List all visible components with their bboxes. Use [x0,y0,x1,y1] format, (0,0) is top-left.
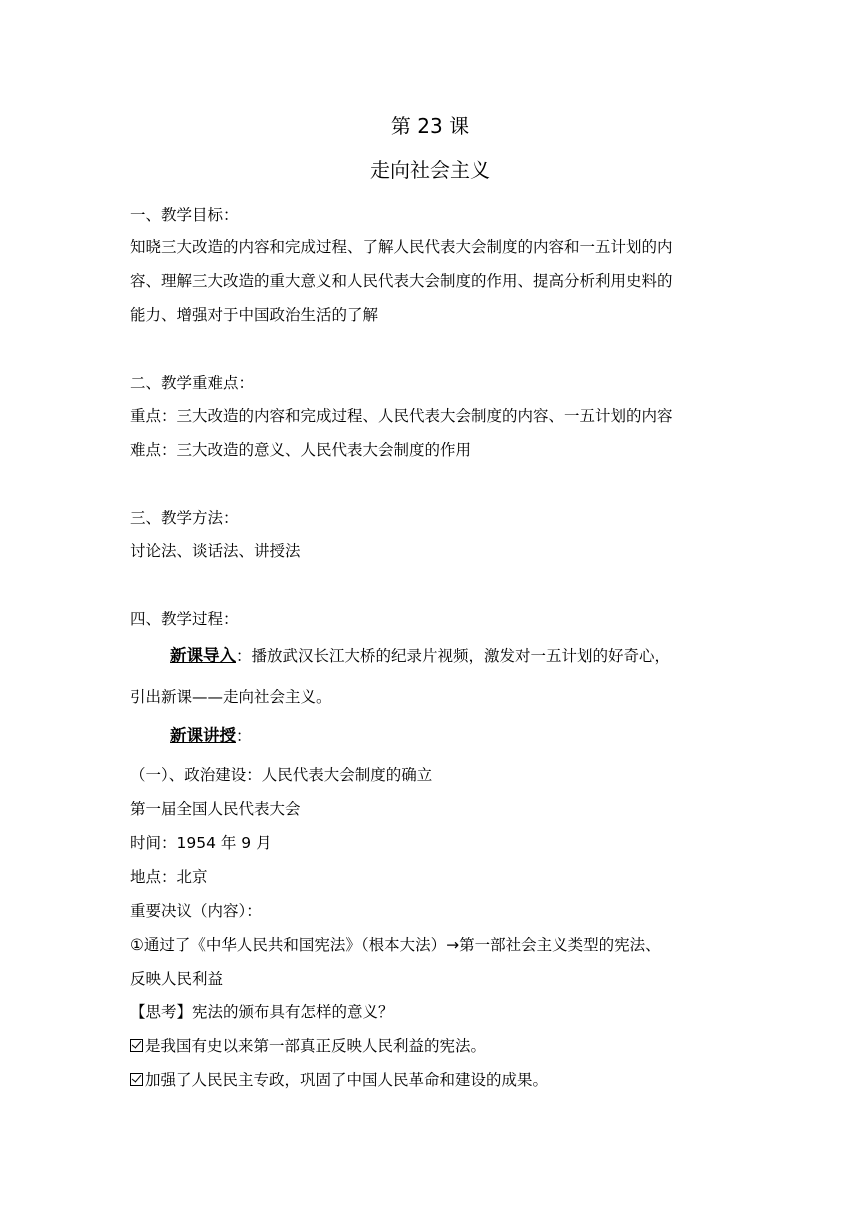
part1-title: （一）、政治建设：人民代表大会制度的确立 [130,766,433,784]
key-point-text: 重点：三大改造的内容和完成过程、人民代表大会制度的内容、一五计划的内容 [130,407,673,425]
intro-paragraph [170,646,670,666]
intro-text-continued: 引出新课——走向社会主义。 [130,688,332,706]
lesson-title: 走向社会主义 [370,158,490,182]
lecture-label: 新课讲授 [170,726,236,745]
objectives-line-3: 能力、增强对于中国政治生活的了解 [130,306,379,324]
section-heading-objectives: 一、教学目标： [130,206,239,224]
checkbox-checked-icon [130,1073,143,1086]
lecture-colon: ： [236,727,252,745]
think-question: 【思考】宪法的颁布具有怎样的意义？ [130,1003,394,1021]
objectives-line-2: 容、理解三大改造的重大意义和人民代表大会制度的作用、提高分析利用史料的 [130,272,673,290]
section-heading-methods: 三、教学方法： [130,509,239,527]
section-heading-key-points: 二、教学重难点： [130,374,255,392]
lecture-heading [170,726,252,746]
difficult-point-text: 难点：三大改造的意义、人民代表大会制度的作用 [130,441,472,459]
intro-label: 新课导入 [170,646,236,665]
intro-text: ：播放武汉长江大桥的纪录片视频，激发对一五计划的好奇心， [236,647,671,665]
answer-2-text: 加强了人民民主专政，巩固了中国人民革命和建设的成果。 [145,1071,549,1089]
congress-time: 时间：1954 年 9 月 [130,834,272,852]
answer-1 [130,1036,486,1056]
checkbox-checked-icon [130,1039,143,1052]
resolution-item-1-continued: 反映人民利益 [130,970,224,988]
answer-1-text: 是我国有史以来第一部真正反映人民利益的宪法。 [145,1037,487,1055]
answer-2 [130,1070,548,1090]
resolution-heading: 重要决议（内容）： [130,902,262,920]
lesson-number: 第 23 课 [390,114,470,138]
section-heading-process: 四、教学过程： [130,610,239,628]
resolution-item-1: ①通过了《中华人民共和国宪法》（根本大法）→第一部社会主义类型的宪法、 [130,936,661,954]
congress-name: 第一届全国人民代表大会 [130,800,301,818]
congress-place: 地点：北京 [130,868,208,886]
objectives-line-1: 知晓三大改造的内容和完成过程、了解人民代表大会制度的内容和一五计划的内 [130,238,673,256]
methods-text: 讨论法、谈话法、讲授法 [130,542,301,560]
